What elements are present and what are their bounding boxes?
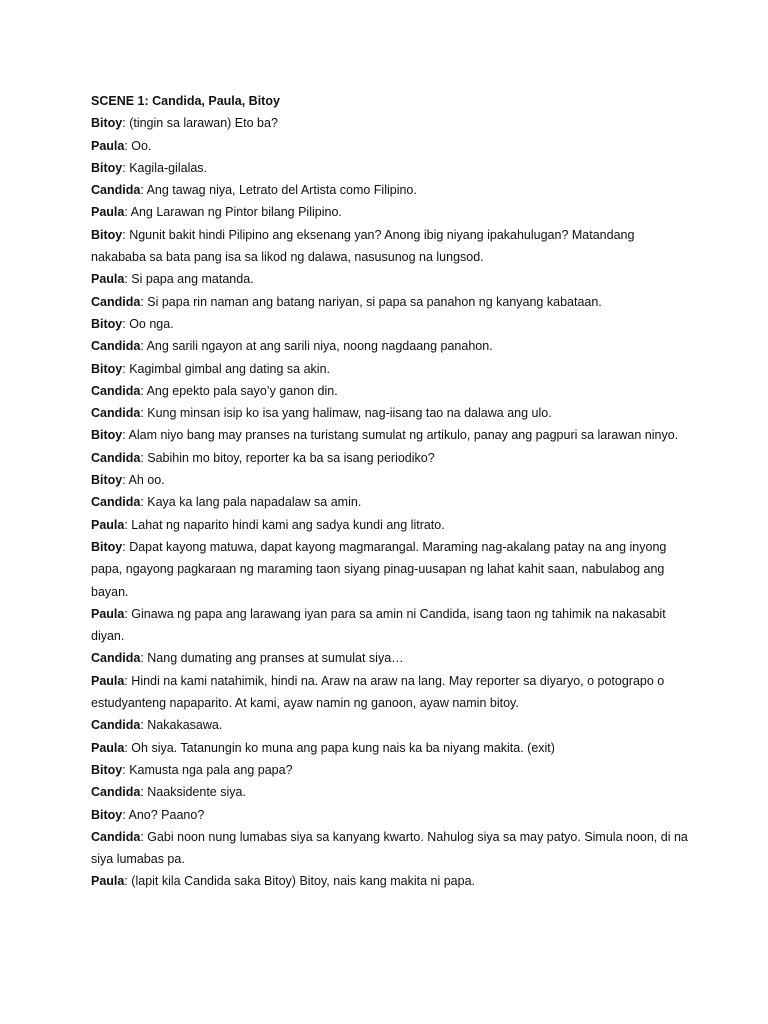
dialogue-line	[91, 179, 691, 201]
dialogue-text: : Ang sarili ngayon at ang sarili niya, noong nagdaang panahon.	[140, 339, 493, 354]
dialogue-text: : Naaksidente siya.	[140, 785, 246, 800]
dialogue-text: : Ang epekto pala sayo’y ganon din.	[140, 383, 338, 398]
speaker-name: Paula	[91, 517, 125, 532]
scene-title: SCENE 1: Candida, Paula, Bitoy	[91, 94, 280, 108]
speaker-name: Paula	[91, 874, 125, 889]
dialogue-text: : Nakakasawa.	[140, 718, 223, 733]
dialogue-text: : Kagila-gilalas.	[122, 160, 208, 175]
dialogue-text: : Ang Larawan ng Pintor bilang Pilipino.	[124, 205, 342, 220]
dialogue-line	[91, 157, 691, 179]
dialogue-text: : Si papa ang matanda.	[124, 272, 254, 287]
dialogue-line	[91, 670, 691, 715]
dialogue-line	[91, 759, 691, 781]
dialogue-line	[91, 135, 691, 157]
dialogue-line	[91, 380, 691, 402]
dialogue-text: : Si papa rin naman ang batang nariyan, si papa sa panahon ng kanyang kabataan.	[140, 294, 602, 309]
dialogue-text: : Ginawa ng papa ang larawang iyan para sa amin ni Candida, isang taon ng tahimik na nakasabit diyan.	[91, 606, 666, 644]
dialogue-line	[91, 313, 691, 335]
dialogue-list	[91, 112, 691, 892]
speaker-name: Paula	[91, 606, 125, 621]
dialogue-text: : Oh siya. Tatanungin ko muna ang papa kung nais ka ba niyang makita. (exit)	[124, 740, 555, 755]
speaker-name: Bitoy	[91, 116, 123, 131]
speaker-name: Candida	[91, 718, 141, 733]
dialogue-text: : Ngunit bakit hindi Pilipino ang eksenang yan? Anong ibig niyang ipakahulugan? Matandang nakababa sa bata pang isa sa likod ng dalawa, nasusunog na lungsod.	[91, 227, 635, 265]
dialogue-text: : Kagimbal gimbal ang dating sa akin.	[122, 361, 331, 376]
dialogue-text: : Dapat kayong matuwa, dapat kayong magmarangal. Maraming nag-akalang patay na ang inyong papa, ngayong pagkaraan ng maraming taon siyang pinag-uusapan ng lahat kahit saan, nabulabog ang bayan.	[91, 539, 667, 599]
dialogue-line	[91, 781, 691, 803]
speaker-name: Paula	[91, 740, 125, 755]
dialogue-text: : Ang tawag niya, Letrato del Artista como Filipino.	[140, 183, 417, 198]
speaker-name: Bitoy	[91, 539, 123, 554]
dialogue-line	[91, 224, 691, 269]
dialogue-text: : Alam niyo bang may pranses na turistang sumulat ng artikulo, panay ang pagpuri sa larawan ninyo.	[122, 428, 679, 443]
dialogue-text: : Lahat ng naparito hindi kami ang sadya kundi ang litrato.	[124, 517, 445, 532]
dialogue-line	[91, 335, 691, 357]
speaker-name: Bitoy	[91, 473, 123, 488]
dialogue-line	[91, 358, 691, 380]
dialogue-text: : Hindi na kami natahimik, hindi na. Araw na araw na lang. May reporter sa diyaryo, o potograpo o estudyanteng napaparito. At kami, ayaw namin ng ganoon, ayaw namin bitoy.	[91, 673, 665, 711]
speaker-name: Bitoy	[91, 428, 123, 443]
dialogue-text: : Oo nga.	[122, 316, 174, 331]
dialogue-text: : Nang dumating ang pranses at sumulat siya…	[140, 651, 404, 666]
speaker-name: Bitoy	[91, 316, 123, 331]
speaker-name: Candida	[91, 183, 141, 198]
dialogue-line	[91, 447, 691, 469]
dialogue-line	[91, 268, 691, 290]
speaker-name: Candida	[91, 450, 141, 465]
dialogue-text: : Gabi noon nung lumabas siya sa kanyang kwarto. Nahulog siya sa may patyo. Simula noon, di na siya lumabas pa.	[91, 829, 688, 867]
speaker-name: Bitoy	[91, 762, 123, 777]
speaker-name: Candida	[91, 785, 141, 800]
dialogue-line	[91, 826, 691, 871]
dialogue-line	[91, 514, 691, 536]
speaker-name: Candida	[91, 406, 141, 421]
speaker-name: Paula	[91, 138, 125, 153]
dialogue-text: : Kung minsan isip ko isa yang halimaw, nag-iisang tao na dalawa ang ulo.	[140, 406, 552, 421]
dialogue-line	[91, 804, 691, 826]
dialogue-line	[91, 112, 691, 134]
dialogue-line	[91, 737, 691, 759]
dialogue-text: : Ah oo.	[122, 473, 165, 488]
dialogue-line	[91, 536, 691, 603]
dialogue-text: : Kamusta nga pala ang papa?	[122, 762, 293, 777]
dialogue-text: : Kaya ka lang pala napadalaw sa amin.	[140, 495, 362, 510]
speaker-name: Paula	[91, 673, 125, 688]
dialogue-line	[91, 402, 691, 424]
dialogue-line	[91, 870, 691, 892]
dialogue-line	[91, 603, 691, 648]
dialogue-line	[91, 424, 691, 446]
dialogue-line	[91, 491, 691, 513]
speaker-name: Candida	[91, 339, 141, 354]
dialogue-line	[91, 714, 691, 736]
speaker-name: Bitoy	[91, 227, 123, 242]
dialogue-line	[91, 291, 691, 313]
dialogue-line	[91, 201, 691, 223]
dialogue-line	[91, 647, 691, 669]
script-body	[91, 90, 691, 893]
dialogue-text: : Ano? Paano?	[122, 807, 205, 822]
dialogue-text: : Oo.	[124, 138, 152, 153]
speaker-name: Bitoy	[91, 361, 123, 376]
speaker-name: Candida	[91, 651, 141, 666]
dialogue-text: : Sabihin mo bitoy, reporter ka ba sa isang periodiko?	[140, 450, 435, 465]
dialogue-line	[91, 469, 691, 491]
dialogue-text: : (tingin sa larawan) Eto ba?	[122, 116, 278, 131]
speaker-name: Candida	[91, 495, 141, 510]
speaker-name: Candida	[91, 383, 141, 398]
speaker-name: Bitoy	[91, 807, 123, 822]
dialogue-text: : (lapit kila Candida saka Bitoy) Bitoy, nais kang makita ni papa.	[124, 874, 476, 889]
speaker-name: Paula	[91, 205, 125, 220]
speaker-name: Paula	[91, 272, 125, 287]
speaker-name: Candida	[91, 829, 141, 844]
speaker-name: Candida	[91, 294, 141, 309]
speaker-name: Bitoy	[91, 160, 123, 175]
